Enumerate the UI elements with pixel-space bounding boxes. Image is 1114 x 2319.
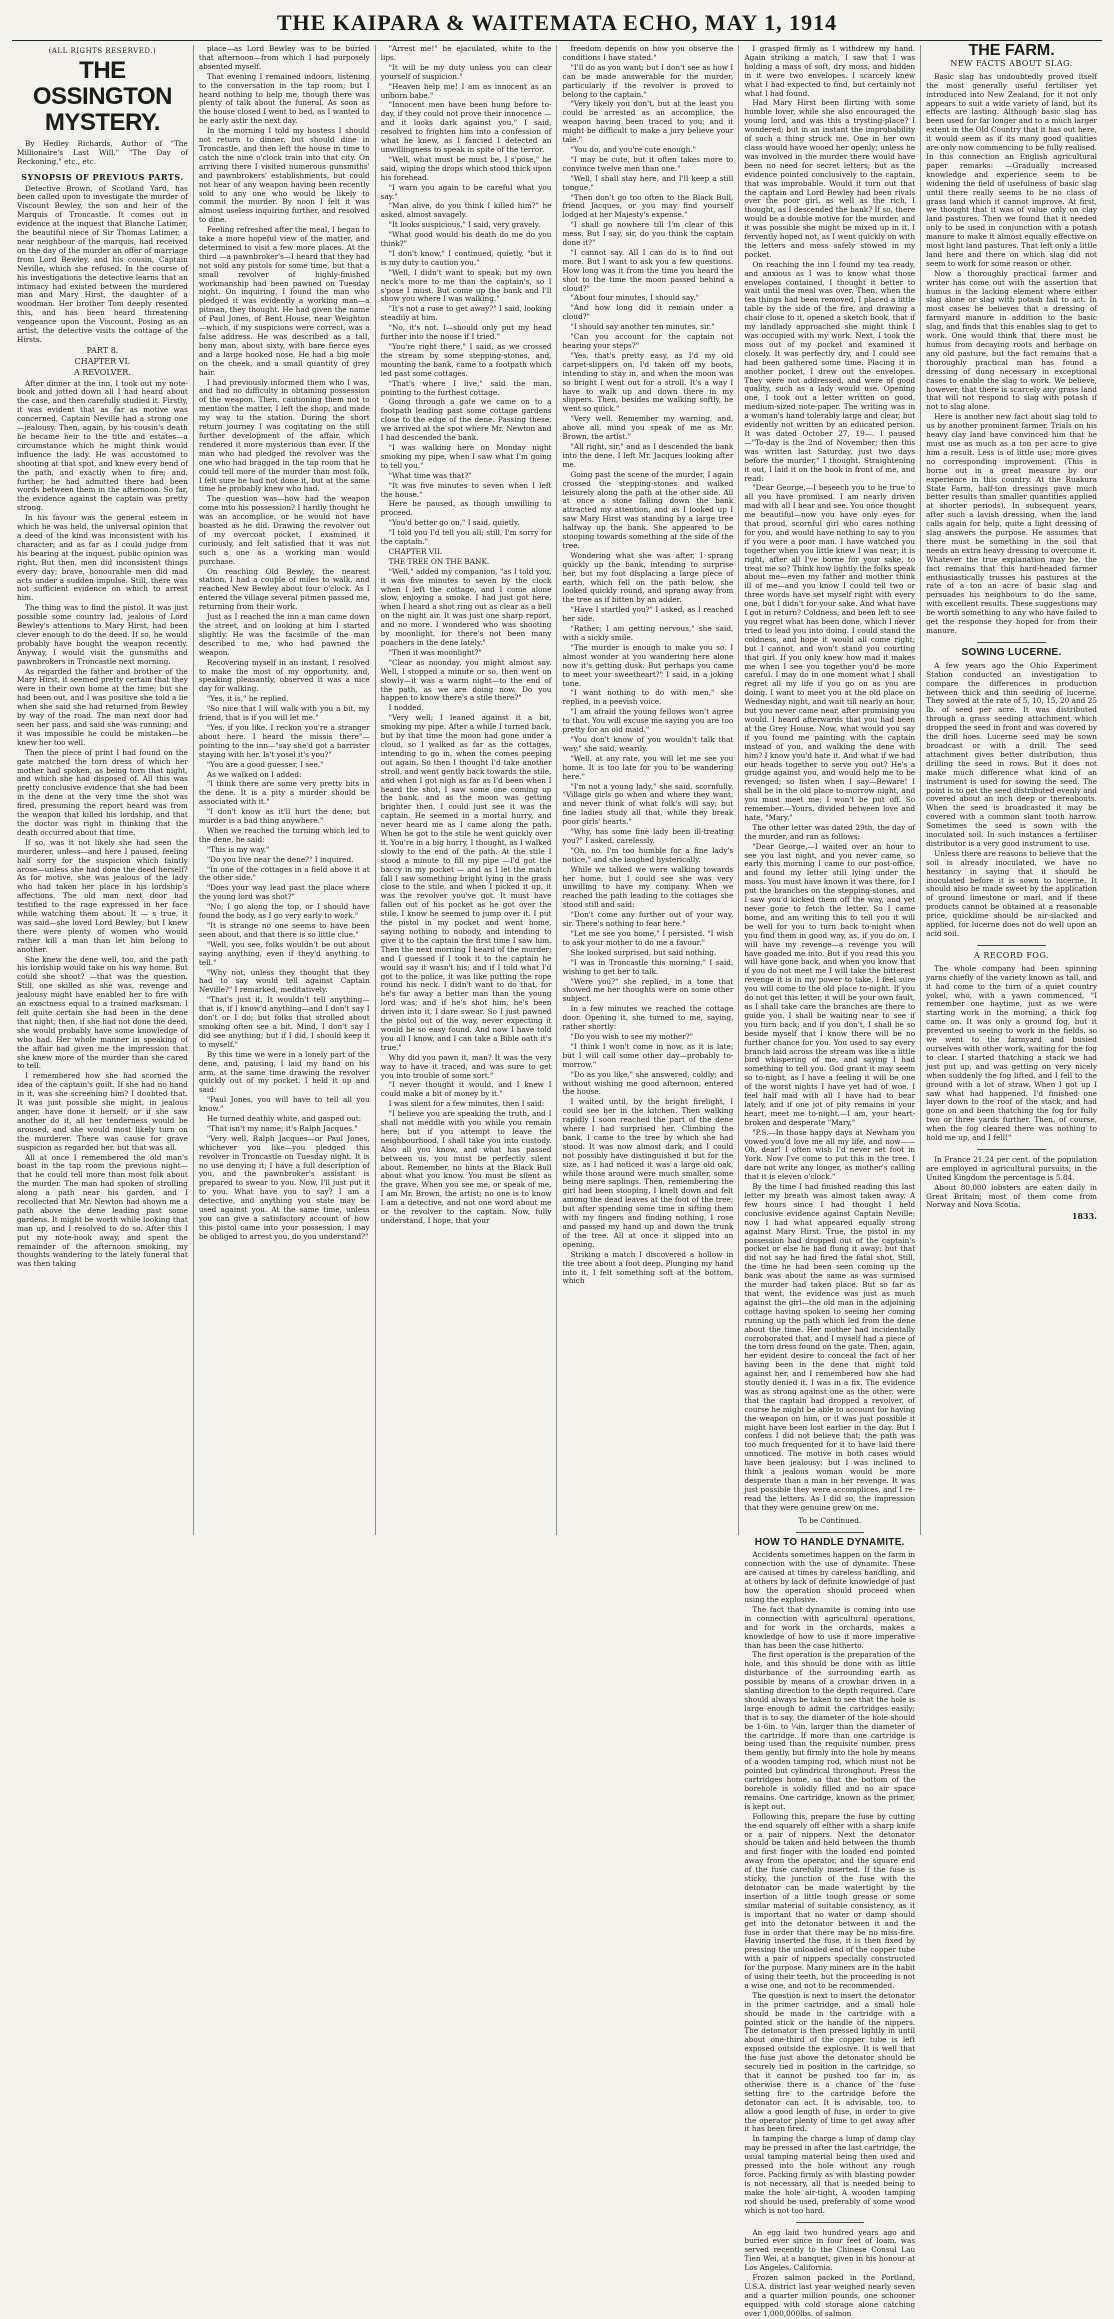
paragraph: "I cannot say. All I can do is to find out more. But I want to ask you a few questions. How long was it from the time you heard the shot to the time the moon passed behind a cloud?" bbox=[562, 247, 734, 293]
slag-subheading: NEW FACTS ABOUT SLAG. bbox=[950, 58, 1073, 68]
column-2 bbox=[194, 45, 376, 1535]
paragraph: Following this, prepare the fuse by cutting the end squarely off either with a sharp knife or a pair of nippers. Next the detonator should be taken and held between the thumb and first finger with the loaded end pointed away from the operator, and the square end of the fuse carefully inserted. If the fuse is sticky, the junction of the fuse with the detonator can be made watertight by the insertion of a little tough grease or some similar material of suitable consistency, as it is important that no water or damp should get into the detonator between it and the fuse in order that there may be no miss-fire. Having inserted the fuse, it is then fixed by pressing the unloaded end of the copper tube with a pair of nippers specially constructed for the purpose. Many miners are in the habit of using their teeth, but the proceeding is not a wise one, and not to be recommended. bbox=[744, 1811, 916, 1990]
divider bbox=[796, 2222, 864, 2223]
paragraph: "You're right there," I said, as we crossed the stream by some stepping-stones, and, mounting the bank, came to a footpath which led past some cottages. bbox=[380, 342, 552, 378]
synopsis-heading: SYNOPSIS OF PREVIOUS PARTS. bbox=[21, 171, 184, 182]
chapter-number: CHAPTER VI. bbox=[74, 356, 131, 366]
paragraph: "I am afraid the young fellows won't agree to that. You will excuse me saying you are too pretty for an old maid." bbox=[562, 707, 734, 735]
slag-body bbox=[926, 73, 1097, 636]
paragraph: "So nice that I will walk with you a bit, my friend, that is if you will let me." bbox=[198, 704, 370, 723]
paragraph: "Don't come any further out of your way, sir. There's nothing to fear here." bbox=[562, 910, 734, 929]
paragraph: The question was—how had the weapon come into his possession? I hardly thought he was an accomplice, or he would not have boasted as he did. Drawing the revolver out of my overcoat pocket, I examined it curiously, and felt satisfied that it was not such a one as a working man would purchase. bbox=[198, 494, 370, 566]
paragraph: "Very well; I leaned against it a bit, smoking my pipe. After a while I turned back, but by that time the moon had gone under a cloud, so I walked as far as the cottages, intending to go in, when the comes peeping out again. So then I thought I'd take another stroll, and went gently back towards the stile, and when I got nigh as far as I'd been when I heard the shot, I saw some one coming up the bank, and as the moon was getting brighter then, I could just see it was the captain. He seemed in a mortal hurry, and never heard me as I came along the path. When he got to the stile he went quickly over it. You're in a big hurry, I thought, as I walked slowly to the end of the path. At the stile I stood a minute to fill my pipe —I'd got the baccy in my pocket — and as I let the match fall I saw something bright lying in the grass close to the stile, and when I picked it up, it was the revolver you've got. It must have fallen out of his pocket as he got over the stile. I know he seemed to jump over it. I put the pistol in my pocket and went home, saying nothing to nobody, and intending to give it to the captain the first time I saw him. Then the next morning I heard of the murder; and I guessed if I took it to the captain he would say it wasn't his; and if I told what I'd got to the police, it was like putting the rope round his neck. I didn't want to do that, for he's far away a better man than the young lord was; and if he's shot him, he's been driven into it, I dare swear. So I just pawned the pistol out of the way, never expecting it would be so easy found. And now I have told you all I know, and I can take a Bible oath it's true." bbox=[380, 713, 552, 1052]
paragraph: "I think there are some very pretty bits in the dene. It is a pity a murder should be associated with it." bbox=[198, 779, 370, 807]
paragraph: "Well, I shall stay here, and I'll keep a still tongue." bbox=[562, 173, 734, 192]
paragraph: "Dear George,—I beseech you to be true to all you have promised. I am nearly driven mad with all I hear and see. You once thought me beautiful—now you have only eyes for that proud, scornful girl who cares nothing for you, and would have nothing to say to you if you were a poor man. I have watched you together when you little knew I was near; it is right, after all I've borne for your sake, to treat me so? Think how lightly the folks speak about me—even my father and mother think ill of me—and you know I could tell two or three words have set myself right with every one, but I didn't for your sake. And what have I got in return? Coldness, and been left to see you regret what has been done, which I never tried to lead you into doing. I could stand the coldness, and hope it would all come right; but I cannot, and won't stand you courting that girl. If you only knew how mad it makes me when I see you together you'd be more careful. I may do in one moment what I shall regret all my life if you go on as you are doing. I want to meet you at the old place on Wednesday night, and wait till nearly an hour, but you never came near, after promising you would. I heard afterwards that you had been at the Grey House. Now, what would you say if you found me painting with the captain instead of you, and walking the dene with him? I know you'd hate it. And what if we had our heads together to serve you out? He's a grudge against you, and would help me to be revenged; so listen when I say—Beware! I shall be in the old place to-morrow night, and you must meet me; I won't be put off. So remember.—Yours, divided between love and hate, "Mary." bbox=[744, 483, 916, 822]
paragraph: "I never thought it would, and I knew I could make a bit of money by it." bbox=[380, 1080, 552, 1099]
paragraph: "In one of the cottages in a field above it at the other side." bbox=[198, 864, 370, 883]
paragraph: On reaching the inn I found my tea ready, and anxious as I was to know what those envelopes contained, I thought it better to wait until the meal was over. Then, when the tea things had been removed, I placed a little table by the side of the fire, and drawing a chair close to it, opened a sketch book, that if my landlady approached she might think I was occupied with my work. Next, I took the moss out of my pocket and examined it closely. It was perfectly dry, and I could see had been gathered some time. Placing it in another pocket, I drew out the envelopes. They were not addressed, and were of good quality, such as a lady would use. Opening one, I took out a letter written on good, medium-sized note-paper. The writing was in a woman's hand tolerably large and clear, but evidently not written by an educated person. It was dated October 27, 19—. I paused —"To-day is the 2nd of November; then this was written last Saturday, just two days before the murder," I thought. Straightening it out, I laid it on the book in front of me, and read: bbox=[744, 259, 916, 483]
paragraph: "I don't know as it'll hurt the dene; but murder is a bad thing anywhere." bbox=[198, 807, 370, 826]
paragraph: I was silent for a few minutes, then I said: bbox=[388, 1099, 545, 1109]
paragraph: "You'd better go on," I said, quietly. bbox=[388, 518, 520, 528]
paragraph: She looked surprised, but said nothing. bbox=[570, 947, 717, 957]
paragraph: Wondering what she was after, I sprang quickly up the bank, intending to surprise her, but my foot displacing a large piece of earth, which fell on the path below, she looked quickly round, and sprang away from the tree as if bitten by an adder. bbox=[562, 550, 734, 605]
paragraph: "Well, you see, folks wouldn't be out about saying anything, even if they'd anything to tell." bbox=[198, 939, 370, 967]
dynamite-body bbox=[744, 1551, 915, 2215]
paragraph: THE TREE ON THE BANK. bbox=[388, 556, 490, 566]
to-be-continued: To be Continued. bbox=[798, 1515, 862, 1525]
column-4 bbox=[557, 45, 739, 1535]
paragraph: "Oh, no. I'm too humble for a fine lady's notice," and she laughed hysterically. bbox=[562, 845, 734, 864]
paragraph: "Man alive, do you think I killed him?" he asked, almost savagely. bbox=[380, 201, 552, 220]
paragraph: An egg laid two hundred years ago and buried ever since in four feet of loam, was served recently to the Chinese Consul Lau Tien Wei, at a banquet, given in his honour at Los Angeles, California. bbox=[744, 2227, 916, 2273]
paragraph: The question is next to insert the detonator in the primer cartridge, and a small hole should be made in the cartridge with a pointed stick or the handle of the nippers. The detonator is then pressed lightly in until about one-third of the copper tube is left exposed outside the explosive. It is well that the fuse just above the detonator should be securely tied in position in the cartridge, so that it cannot be pushed too far in, as otherwise there is a chance of the fuse setting fire to the cartridge before the detonator can act. It is advisable, too, to allow a good length of fuse, in order to give the operator plenty of time to get away after it has been fired. bbox=[744, 1990, 916, 2134]
masthead: THE KAIPARA & WAITEMATA ECHO, MAY 1, 1914 bbox=[12, 8, 1102, 41]
paragraph: "No, it's not. I—should only put my head further into the noose if I tried." bbox=[380, 323, 552, 342]
paragraph: place—as Lord Bewley was to be buried that afternoon—from which I had purposely absented myself. bbox=[198, 44, 370, 71]
paragraph: Had Mary Hirst been flirting with some humble lover, while she also encouraged the young lord, and was this a trysting-place? I wondered; but in an instant the improbability of such a thing struck me. One in her own class would have wooed her openly; unless he was involved in the murder there would have been no need for secret letters; but as the evidence pointed conclusively to the captain, that was improbable. Would it turn out that the captain and Lord Bewley had been rivals over the poor girl, as well as the rich, I thought, as I descended the bank? If so, there would be a double motive for the murder, and it was possible she might be mixed up in it. I fervently hoped not, as I went quickly on with the letters and moss safely stowed in my pocket. bbox=[744, 98, 916, 259]
paragraph: "Very likely you don't, but at the least you could be arrested as an accomplice, the weapon having been traced to you; and it might be difficult to make a jury believe your tale." bbox=[562, 99, 734, 145]
paragraph: "Clear as noonday, you might almost say. Well, I stopped a minute or so, then went on slowly—it was a warm night—to the end of the path, as we are doing now. Do you happen to know there's a stile there?" bbox=[380, 657, 552, 703]
column-1 bbox=[12, 45, 194, 1535]
paragraph: Frozen salmon packed in the Portland, U.S.A. district last year weighed nearly seven and a quarter million pounds, one schooner equipped with cold storage alone catching over 1,000,000lbs. of salmon bbox=[744, 2273, 916, 2318]
paragraph: "I'm not a young lady," she said, scornfully. "Village girls go when and where they want, and never think of what folk's will say; but fine ladies study all that, while they break poor girls' hearts." bbox=[562, 781, 734, 827]
paragraph: "Can you account for the captain not hearing your steps?" bbox=[562, 332, 734, 350]
paragraph: In France 21.24 per cent. of the population are employed in agricultural pursuits; in the United Kingdom the percentage is 5.84. bbox=[926, 1154, 1097, 1182]
column-4-body bbox=[562, 45, 733, 1286]
paragraph: "Heaven help me! I am as innocent as an unborn babe." bbox=[380, 81, 552, 100]
paragraph: "Do you live near the dene?" I inquired. bbox=[206, 854, 354, 864]
paragraph: "Arrest me!" he ejaculated, white to the lips. bbox=[380, 44, 552, 62]
print-stamp: 1833. bbox=[1071, 1211, 1097, 1222]
paragraph: "I think I won't come in now, as it is late; but I will call some other day—probably to-morrow." bbox=[562, 1041, 734, 1069]
paragraph: In the morning I told my hostess I should not return to dinner, but should dine in Troncastle, and then left the house in time to catch the nine o'clock train into that city. On arriving there I visited numerous gunsmiths' and pawnbrokers' establishments, but could not hear of any weapon having been recently sold to any one who would be likely to commit the murder. By noon I felt it was almost useless inquiring further, and resolved to dine. bbox=[198, 126, 370, 225]
paragraph: "Why not, unless they thought that they had to say would tell against Captain Neville?" I remarked, meditatively. bbox=[198, 967, 370, 995]
paragraph: "It was five minutes to seven when I left the house." bbox=[380, 480, 552, 499]
paragraph: While we talked we were walking towards her home, but I could see she was very unwilling to have my company. When we reached the path leading to the cottages she stood still and said: bbox=[562, 864, 734, 910]
paragraph: Striking a match I discovered a hollow in the tree about a foot deep. Plunging my hand into it, I felt something soft at the bottom, which bbox=[562, 1249, 734, 1286]
filler-items bbox=[744, 2229, 915, 2319]
chapter-title: A REVOLVER. bbox=[73, 367, 131, 377]
paragraph: "Well, what must be must be, I s'pose," he said, wiping the drops which stood thick upon his forehead. bbox=[380, 154, 552, 182]
columns bbox=[12, 42, 1102, 2318]
paragraph: A few years ago the Ohio Experiment Station conducted an investigation to compare the differences in production between thick and thin seeding of lucerne. They sowed at the rate of 5, 10, 15, 20 and 25 lb. of seed per acre. It was distributed through a grass seeding attachment which dropped the seed in front and was covered by the drill hoes. Lucerne seed may be sown broadcast or with a drill. The seed attachment gives better distribution, thus drilling the seed in rows. But it does not make much difference what kind of an instrument is used for sowing the seed. The point is to get the seed distributed evenly and covered about an inch deep or thereabouts. When the seed is broadcasted it may be covered with a common slant tooth harrow. Sometimes the seed is sown with the inoculated soil. In such instances a fertiliser distributor is a very good instrument to use. bbox=[926, 660, 1097, 848]
paragraph: He turned deathly white, and gasped out: bbox=[206, 1114, 362, 1124]
paragraph: "I believe you are speaking the truth, and I shall not meddle with you while you remain here; but if you attempt to leave the neighbourhood, I shall take you into custody. Also all you know, and what has passed between us, you must be perfectly silent about. Remember, no hints at the Black Bull about what you know. You must be silent as the grave. When you see me, or speak of me, I am Mr. Brown, the artist; no one is to know I am a detective, and not one word about me or the revolver to the captain. Now, fully understand, I hope, that your bbox=[380, 1109, 552, 1225]
paragraph: "You are a good guesser, I see." bbox=[206, 759, 324, 769]
paragraph: "Does your way lead past the place where the young lord was shot?" bbox=[198, 883, 370, 902]
paragraph: "Paul Jones, you will have to tell all you know." bbox=[198, 1095, 370, 1114]
paragraph: I remembered how she had scorned the idea of the captain's guilt. If she had no hand in it, was she screening him? I doubted that. It was just possible she might, in jealous anger, have done it herself; or if she saw another do it, all her tenderness would be aroused, and she would most likely turn on the murderer. There was cause for grave suspicion as regarded her, but that was all. bbox=[17, 1071, 188, 1152]
paragraph: "I was walking here on Monday night smoking my pipe, when I saw what I'm going to tell you." bbox=[380, 442, 552, 470]
column-3-body bbox=[381, 45, 552, 1226]
paragraph: Going past the scene of the murder, I again crossed the stepping-stones and walked leisurely along the path at the other side. All at once a stone falling down the bank attracted my attention, and as I looked up I saw Mary Hirst was standing by a large tree halfway up the bank. She appeared to be stooping towards something at the side of the tree. bbox=[562, 469, 734, 550]
paragraph: "Well, I didn't want to speak; but my own neck's more to me than the captain's, so I s'pose I must. But come up the bank and I'll show you where I was walking." bbox=[380, 267, 552, 304]
paragraph: I nodded. bbox=[388, 703, 424, 713]
synopsis-text: Detective Brown, of Scotland Yard, has been called upon to investigate the murder of Viscount Bewley, the son and heir of the Marquis of Troncastle. It comes out in evidence at the inquest that Blanche Latimer, the beautiful niece of Sir Thomas Latimer, a near neighbour of the marquis, had received on the day of the murder an offer of marriage from Lord Bewley, and his cousin, Captain Neville, which she refused. In the course of his investigations the detective learns that an intimacy had existed between the murdered man and Mary Hirst, the daughter of a woodman. Her brother Tom deeply resented this, and has been heard threatening vengeance upon the Viscount. Posing as an artist, the detective visits the cottage of the Hirsts. bbox=[17, 183, 188, 344]
paragraph: "Yes, that's pretty easy, as I'd my old carpet-slippers on. I'd taken off my boots, intending to stay in, and when the moon was so bright I went out for a stroll. It's a way I have to walk up and down there in my slippers. Then, besides me walking softly, he went so quick." bbox=[562, 350, 734, 414]
paragraph: In his favour was the general esteem in which he was held, the universal opinion that a deed of the kind was inconsistent with his character; and as far as I could judge from his bearing at the inquest, public opinion was right. But then, men did inconsistent things every day; brave, honourable men did mad acts under a sudden impulse. Still, there was not sufficient evidence on which to arrest him. bbox=[17, 513, 188, 603]
paragraph: "Do you wish to see my mother?" bbox=[570, 1031, 694, 1041]
paragraph: All at once I remembered the old man's boast in the tap room the previous night—that he could tell more than most folk about the murder. The man had spoken of strolling along a path near his garden, and I recollected that Mr. Newton had shown me a path above the dene leading past some gardens. It might be worth while looking that man up, and I resolved to do so. After this I put my note-book away, and spent the remainder of the afternoon smoking, my thoughts wandering to the lately funeral that was then taking bbox=[17, 1152, 188, 1269]
paragraph: "I'll do as you want; but I don't see as how I can be made answerable for the murder, particularly if the revolver is proved to belong to the captain." bbox=[562, 62, 734, 99]
paragraph: The fact that dynamite is coming into use in connection with agricultural operations, and for work in the orchards, makes a knowledge of how to use it more imperative than has been the case hitherto. bbox=[744, 1604, 916, 1650]
paragraph: Why did you pawn it, man? It was the very way to have it traced, and was sure to get you into trouble of some sort." bbox=[380, 1052, 552, 1080]
paragraph: If so, was it not likely she had seen the murderer, unless—and here I paused, feeling half sorry for the suspicion which faintly arose—unless she had done the deed herself? As for motive, she was jealous of the lady who had taken her place in his lordship's affections. The old man next door had testified to the rage expressed in her face while watching them about. It — s true, it was said—she loved Lord Bewley; but I knew there were plenty of women who would rather kill a man than let him belong to another. bbox=[17, 837, 188, 954]
paragraph: "Have I startled you?" I asked, as I reached her side. bbox=[562, 605, 734, 624]
paragraph: "The murder is enough to make you so. I almost wonder at you wandering here alone now it's getting dusk. But perhaps you came to meet your sweetheart?" I said, in a joking tone. bbox=[562, 642, 734, 688]
paragraph: As regarded the father and brother of the Mary Hirst, it seemed pretty certain that they were in their own home at the time; but she had been out, and I was positive she told a lie when she said she had returned from Bewley by way of the road. The man next door had seen her pass, and said she was running; and it was impossible he could be mistaken—he knew her too well. bbox=[17, 666, 188, 747]
fog-body bbox=[926, 965, 1097, 1143]
column-5 bbox=[739, 44, 921, 2318]
paragraph: "Yes, it is," he replied. bbox=[206, 694, 289, 704]
paragraph: "What time was that?" bbox=[388, 470, 472, 480]
paragraph: "Innocent men have been hung before to-day, if they could not prove their innocence — and it looks dark against you," I said, resolved to frighten him into a confession of what he knew, as I fancied I detected an unwillingness to speak in spite of the terror. bbox=[380, 100, 552, 154]
paragraph: Accidents sometimes happen on the farm in connection with the use of dynamite. These are caused at times by careless handling, and at others by lack of definite knowledge of just how the operation should proceed when using the explosive. bbox=[744, 1550, 916, 1604]
paragraph: "Well, at any rate, you will let me see you home. It is too late for you to be wandering here." bbox=[562, 753, 734, 781]
paragraph: "I may be cute, but it often takes more to convince twelve men than one." bbox=[562, 154, 734, 173]
part-number: PART 8. bbox=[86, 345, 119, 355]
story-title: THE OSSINGTON MYSTERY. bbox=[32, 56, 172, 136]
paragraph: freedom depends on how you observe the conditions I have stated." bbox=[562, 44, 734, 62]
paragraph: "This is my way." bbox=[206, 844, 270, 854]
paragraph: The whole company had been spinning yarns chiefly of the variety known as tall, and it had come to the turn of a quiet country yokel, who, with a yawn commenced, "I remember one haytime, just as we were starting work in the morning, a thick fog came on. It was only a ground fog, but it prevented us seeing to work in the fields, so we went to the farmyard and busied ourselves with other work, waiting for the fog to clear. I started thatching a stack we had just put up, and was getting on very nicely when suddenly the fog lifted, and I fell to the ground with a lot of straw. When I got up I saw what had happened. I'd finished one layer down to the roof of the stack, and had gone on and been thatching the fog for fully two or three yards further. Then, of course, when the fog cleared there was nothing to hold me up, and I fell!" bbox=[926, 963, 1097, 1143]
paragraph: I had previously informed them who I was, and had no difficulty in obtaining possession of the weapon. Then, cautioning them not to mention the matter, I left the shop, and made my way to the station. During the short return journey I was cogitating on the still further development of the affair, which rendered it more mysterious than ever. If the man who had pledged the revolver was the one who had bragged in the tap room that he could tell more of the murder than most folk, I felt sure he had not done it, but at the same time he probably knew who had. bbox=[198, 377, 370, 494]
paragraph: By the time I had finished reading this last letter my breath was almost taken away. A few hours since I had thought I held conclusive evidence against Captain Neville; now I had what appeared equally strong against Mary Hirst. True, the pistol in my possession had dropped out of the captain's pocket or else he had flung it away; but that did not say he had fired the fatal shot. Still, the time he had been seen coming up the bank was about the same as was surmised the murder had taken place. But so far as that went, the evidence was just as much against the girl—the old man in the adjoining cottage having spoken to seeing her coming running up the path which led from the dene about the time. Her mother had incidentally corroborated that, and I myself had a piece of the torn dress found on the gate. Then, again, her evident desire to conceal the fact of her having been in the dene that night told against her, and I remembered how she had stoutly denied it. I was in a fix. The evidence was as strong against one as the other, were that the captain had dropped a revolver, of course he might be able to account for having the weapon on him, or it was just possible it might have been lost earlier in the day. But I confess I did not believe that; the path was too much frequented for it to have laid there unnoticed. The motive in both cases would have been jealousy; but I was inclined to think a jealous woman would be more desperate than a man in her revenge. It was just possible they were accomplices, and I re-read the letters. As I did so, the impression that they were genuine grew on me. bbox=[744, 1182, 916, 1512]
paragraph: The thing was to find the pistol. It was just possible some country lad, jealous of Lord Bewley's attentions to Mary Hirst, had been clever enough to do the deed. If so, he would probably have bought the weapon recently. Anyway, I would visit the gunsmiths and pawnbrokers in Troncastle next morning. bbox=[17, 603, 188, 666]
paragraph: "It will be my duty unless you can clear yourself of suspicion." bbox=[380, 62, 552, 81]
paragraph: Unless there are reasons to believe that the soil is already inoculated, we have no hesitancy in saying that it should be inoculated before it is sown to lucerne. It should also be made sweet by the application of ground limestone or marl, and if these products cannot be obtained at a reasonable price, quicklime should be air-slacked and applied, for lucerne does not do well upon an acid soil. bbox=[926, 848, 1097, 938]
paragraph: As we walked on I added: bbox=[206, 769, 302, 779]
paragraph: "I should say another ten minutes, sir." bbox=[570, 322, 715, 332]
byline: By Hedley Richards, Author of "The Millionaire's Last Will," "The Day of Reckoning," etc., etc. bbox=[17, 138, 188, 166]
paragraph: "What good would his death do me do you think?" bbox=[380, 230, 552, 249]
paragraph: When we reached the turning which led to the dene, he said: bbox=[198, 825, 370, 844]
paragraph: Basic slag has undoubtedly proved itself the most generally useful fertiliser yet introduced into New Zealand, for it not only appears to suit a wide variety of land, but its effects are lasting. Although basic slag has been used for far longer and to a much larger extent in the Old Country that it has out here, it would seem as if its many good qualities are only now commencing to be fully realised. In this connection an English agricultural paper remarks: —Gradually increased knowledge and experience seem to be widening the field of usefulness of basic slag until there really seems to be no class of grass land which it cannot improve. At first, we thought that it was of value only on clay land pastures. Then we found that it needed only to be used in conjunction with a potash manure to make it almost equally effective on most light land pastures. That left only a little land here and there on which slag did not seem to work for some reason or other. bbox=[926, 71, 1097, 268]
paragraph: Here is another new fact about slag told to us by another prominent farmer. Trials on his heavy clay land have convinced him that he must use as much as a ton per acre to give him a result. Less is of little use; more gives no corresponding improvement. (This is borne out in a great measure by our experience in this country. At the Ruakura State Farm, half-ton dressings gave much better results than smaller quantities applied at shorter periods). In subsequent years, after such a lavish dressing, when the land calls again for help, quite a light dressing of slag answers the purpose. He assumes that there must be something in the soil that needs an extra heavy dressing to overcome it. Whatever the true explanation may be, the fact remains that this hard-headed farmer enthusiastically trusses his pastures at the rate of a ton an acre of basic slag and persuades his neighbours to do the same, with excellent results. These suggestions may be worth something to any who have failed to get the response they hoped for from their manure. bbox=[926, 412, 1097, 635]
paragraph: Feeling refreshed after the meal, I began to take a more hopeful view of the matter, and determined to visit a few more places. At the third —a pawnbroker's—I heard that they had not sold any pistols for some time, but that a small revolver of highly-finished workmanship had been pawned on Tuesday night. On inquiring, I found the man who pledged it was evidently a working man—a pitman, they thought. He had given the name of Paul Jones, of Bent House, near Weighton—which, if my suspicions were correct, was a false address. He was described as a tall, bony man, about sixty, with bare fierce eyes and a large hooked nose. He had a big mole on the cheek, and a small quantity of grey hair. bbox=[198, 225, 370, 377]
paragraph: That evening I remained indoors, listening to the conversation in the tap room; but I heard nothing to help me, though there was plenty of talk about the funeral. As soon as the house closed I went to bed, as I wanted to be early astir the next day. bbox=[198, 71, 370, 126]
paragraph: Recovering myself in an instant, I resolved to make the most of my opportunity, and, speaking pleasantly, observed it was a nice day for walking. bbox=[198, 657, 370, 694]
paragraph: About 80,000 lobsters are eaten daily in Great Britain; most of them come from Norway and Nova Scotia. bbox=[926, 1182, 1097, 1210]
paragraph: In a few minutes we reached the cottage door. Opening it, she turned to me, saying, rather shortly: bbox=[562, 1004, 734, 1032]
column-5-body bbox=[744, 45, 915, 1513]
column-3 bbox=[376, 45, 558, 1535]
paragraph: "Dear George,—I waited over an hour to see you last night, and you never came, so early this morning I came to our post-office, and found my letter still lying under the moss. You must have known it was there, for I put the branches on the stepping-stones, and I saw you'd kicked them off the way, and yet never gone to fetch the letter. So I came home, and am writing this to tell you it will be well for you to turn back to-night when you find them in good way, as, if you do on, I will have my revenge—a revenge you will have goaded me into. But if you read this you will have gone back, and when you know that if you do not meet me I will take the bitterest revenge it is in my power to take, I feel sure you will come to the old place to-night. If you do not get this letter, it will be your own fault, as I shall take care the branches are there to guide you. I shall be waiting near to see if you turn back; and if you don't, I shall be so beside myself that I know there will be no further chance for you. You used to say every branch laid across the stream was like a little bird whispering of me, and saying I had something to tell you. God grant it may seem so to-night, as I have a feeling it will be one of the worst nights I have yet had of woe. I feel half mad with all I have had to bear lately, and if one jot of pity remains in your heart, meet me to-night.—I am, your heart-broken and desperate "Mary." bbox=[744, 841, 916, 1127]
paragraph: "I told you I'd tell you all; still, I'm sorry for the captain." bbox=[380, 528, 552, 547]
paragraph: "It's not a ruse to get away?" I said, looking steadily at him. bbox=[380, 304, 552, 323]
lucerne-body bbox=[926, 662, 1097, 939]
paragraph: "P.S.—In those happy days at Newham you vowed you'd love me all my life, and now—— Oh, dear! I often wish I'd never set foot in York. Now I've come to put this in the tree. I dare not write any longer, as mother's calling that it is eleven o'clock." bbox=[744, 1127, 916, 1182]
paragraph: "I don't know," I continued, quietly, "but it is my duty to caution you." bbox=[380, 248, 552, 267]
paragraph: "You don't know of you wouldn't talk that way," she said, wearily. bbox=[562, 734, 734, 753]
paragraph: On reaching Old Bewley, the nearest station, I had a couple of miles to walk, and reached New Bewley about four o'clock. As I entered the village several pitmen passed me, returning from their work. bbox=[198, 566, 370, 612]
paragraph: "Then it was moonlight?" bbox=[388, 647, 482, 657]
paragraph: "It looks suspicious," I said, very gravely. bbox=[388, 220, 541, 230]
paragraph: "That's where I live," said the man, pointing to the furthest cottage. bbox=[380, 378, 552, 397]
paragraph: "Yes, if you like. I reckon you're a stranger about here. I heard the missis there"—pointing to the inn—"say she'd got a barrister staying with her. Is't yosel it's you?" bbox=[198, 722, 370, 759]
column-2-body bbox=[199, 45, 370, 1242]
paragraph: "Very well, Ralph Jacques—or Paul Jones, whichever you like—you pledged this revolver in Troncastle on Tuesday night. It is no use denying it; I have a full description of you, and the pawnbroker's assistant is prepared to swear to you. Now, I'll just put it to you. What have you to say? I am a detective, and anything you state may be used against you. At the same time, unless you can give a satisfactory account of how this pistol came into your possession, I may be obliged to arrest you, do you understand?" bbox=[198, 1133, 370, 1241]
paragraph: Here he paused, as though unwilling to proceed. bbox=[380, 499, 552, 518]
paragraph: "That's just it. It wouldn't tell anything—that is, if I know'd anything—and I don't say I don't or I do; but folks that strolled about smoking often see a bit. Mind, I don't say I did see anything; but if I did, I should keep it to myself." bbox=[198, 995, 370, 1049]
paragraph: "All right, sir," and as I descended the bank into the dene, I left Mr. Jacques looking after me. bbox=[562, 441, 734, 469]
column-1-body bbox=[17, 380, 188, 1270]
dynamite-heading: HOW TO HANDLE DYNAMITE. bbox=[754, 1536, 905, 1548]
paragraph: She knew the dene well, too, and the path his lordship would take on his way home. But could she shoot? —that was the question. Still, one skilled as she was, revenge and jealousy might have enabled her to fire with an exactness equal to a trained marksman. I felt quite certain she had been in the dene that night; then, if she had not done the deed, she would probably have some knowledge of who had. Her whole manner in speaking of the affair had given me the impression that she knew more of the murder than she cared to tell. bbox=[17, 954, 188, 1071]
rights-reserved: (ALL RIGHTS RESERVED.) bbox=[48, 47, 157, 55]
divider bbox=[796, 1532, 864, 1533]
paragraph: Just as I reached the inn a man came down the street, and on looking at him I started slightly. He was the facsimile of the man described to me, who had pawned the weapon. bbox=[198, 612, 370, 657]
lucerne-heading: SOWING LUCERNE. bbox=[961, 646, 1062, 658]
stats-body bbox=[926, 1156, 1097, 1210]
paragraph: CHAPTER VII. bbox=[388, 546, 443, 556]
paragraph: In tamping the charge a lump of damp clay may be pressed in after the last cartridge, the usual tamping material being then used and pressed into the hole without any rough force. Packing firmly as with blasting powder is not necessary, all that is needed being to make the hole air-tight. A wooden tamping rod should be used, preferably of some wood which is not too hard. bbox=[744, 2134, 916, 2215]
paragraph: By this time we were in a lonely part of the dene, and, pausing, I laid my hand on his arm, at the same time drawing the revolver quickly out of my pocket. I held it up and said: bbox=[198, 1049, 370, 1095]
paragraph: Then the piece of print I had found on the gate matched the torn dress of which her mother had spoken, as being torn that night, and which she had disposed of. All this was pretty conclusive evidence that she had been in the dene at the very time the shot was fired, presuming the report heard was from the weapon that killed his lordship, and that the doctor was right in thinking that the death occurred about that time. bbox=[17, 747, 188, 837]
column-6 bbox=[921, 42, 1102, 1535]
paragraph: "Let me see you home," I persisted. "I wish to ask your mother to do me a favour." bbox=[562, 929, 734, 947]
paragraph: "That isn't my name; it's Ralph Jacques." bbox=[206, 1123, 358, 1133]
paragraph: "Do as you like," she answered, coldly; and without wishing me good afternoon, entered the house. bbox=[562, 1069, 734, 1097]
paragraph: "And how long did it remain under a cloud?" bbox=[562, 303, 734, 322]
paragraph: I grasped firmly as I withdrew my hand. Again striking a match, I saw that I was holding a mass of soft, dry moss, and hidden in it were two envelopes. I scarcely knew what I had expected to find, but certainly not what I had found. bbox=[744, 44, 916, 98]
paragraph: "Then don't go too often to the Black Bull, friend Jacques, or you may find yourself lodged at her Majesty's expense." bbox=[562, 192, 734, 220]
paragraph: "I was in Troncastle this morning," I said, wishing to get her to talk. bbox=[562, 957, 734, 976]
paragraph: Now a thoroughly practical farmer and writer has come out with the assertion that humus is the lacking element where either slag alone or slag with potash fail to act. In most cases he believes that a dressing of farmyard manure in addition to the basic slag, and finds that this enables slag to get to work. One would think that there must be humus from decaying roots and herbage on any old pasture, but the fact remains that a thoroughly practical man has found a dressing of dung necessary in exceptional cases to enable the slag to work. We believe, however, that there is scarcely any grass land that will not respond to slag with potash if not to slag alone. bbox=[926, 268, 1097, 412]
paragraph: "Very well. Remember my warning, and, above all, mind you speak of me as Mr. Brown, the artist." bbox=[562, 414, 734, 442]
paragraph: "Why, has some fine lady been ill-treating you?" I asked, carelessly. bbox=[562, 827, 734, 845]
paragraph: "No; I go along the top, or I should have found the body, as I go very early to work." bbox=[198, 902, 370, 921]
paragraph: "Well," added my companion, "as I told you, it was five minutes to seven by the clock when I left the cottage, and I come alone slow, enjoying a smoke. I had just got here, when I heard a shot ring out as clear as a bell on the night air. It was just one sharp report, and no more. I wondered who was shooting by moonlight, for there's not been many poachers in the dene lately." bbox=[380, 566, 552, 647]
paragraph: "I warn you again to be careful what you say." bbox=[380, 182, 552, 201]
paragraph: The first operation is the preparation of the hole, and this should be done with as little disturbance of the surrounding earth as possible by means of a crowbar driven in a slanting direction to the depth required. Care should always be taken to see that the hole is large enough to admit the cartridges easily; that is to say, the diameter of the hole should be 1-6in. to ¼in. larger than the diameter of the cartridge. If more than one cartridge is being used than the requisite number, press them gently, but firmly into the hole by means of a wooden tamping rod, which must not be pointed but cylindrical throughout. Press the cartridges home, so that the bottom of the borehole is solidly filled and no air space remains. One cartridge, known as the primer, is kept out. bbox=[744, 1650, 916, 1811]
paragraph: "You do, and you're cute enough." bbox=[570, 144, 697, 154]
paragraph: "Rather; I am getting nervous," she said, with a sickly smile. bbox=[562, 624, 734, 642]
paragraph: "I want nothing to do with men," she replied, in a peevish voice. bbox=[562, 688, 734, 707]
paragraph: I waited until, by the bright firelight, I could see her in the kitchen. Then walking rapidly I soon reached the part of the dene where I had surprised her. Climbing the bank, I came to the tree by which she had stood. It was now almost dark, and I could not possibly have distinguished it but for the size, as I had noticed it was a large old oak, while those around were much smaller, some being mere saplings. Then, remembering the girl had been stooping, I knelt down and felt among the dead leaves at the foot of the tree; but after spending some time in sifting them with my fingers and finding nothing, I rose and passed my hand up and down the trunk of the tree. All at once it slipped into an opening. bbox=[562, 1097, 734, 1249]
divider bbox=[977, 945, 1045, 946]
paragraph: After dinner at the inn, I took out my note-book and jotted down all I had heard about the case, and then carefully studied it. Firstly, it was evident that as far as motive was concerned, Captain Neville had a strong one—jealousy. Then, again, by his cousin's death he became heir to the title and estates—a circumstance which he might think would influence the lady. He was accustomed to shooting at that spot, and knew every bend of the path, and exactly when to fire; and, further, he had admitted there had been words between them in the afternoon. So far, the evidence against the captain was pretty strong. bbox=[17, 378, 188, 513]
paragraph: "About four minutes, I should say." bbox=[570, 293, 699, 303]
paragraph: The other letter was dated 29th, the day of the murder, and ran as follows: bbox=[744, 822, 916, 841]
paragraph: "It is strange no one seems to have been seen about, and that there is so little clue." bbox=[198, 921, 370, 939]
divider bbox=[977, 1149, 1045, 1150]
divider bbox=[977, 642, 1045, 643]
farm-heading: THE FARM. bbox=[968, 42, 1055, 59]
fog-heading: A RECORD FOG. bbox=[974, 950, 1050, 960]
paragraph: Going through a gate we came on to a footpath leading past some cottage gardens close to the edge of the dene. Passing these, we arrived at the spot where Mr. Newton and I had descended the bank. bbox=[380, 397, 552, 443]
paragraph: "I shall go nowhere till I'm clear of this mess. But I say, sir, do you think the captain done it?" bbox=[562, 220, 734, 248]
paragraph: "Were you?" she replied, in a tone that showed me her thoughts were on some other subject. bbox=[562, 976, 734, 1004]
